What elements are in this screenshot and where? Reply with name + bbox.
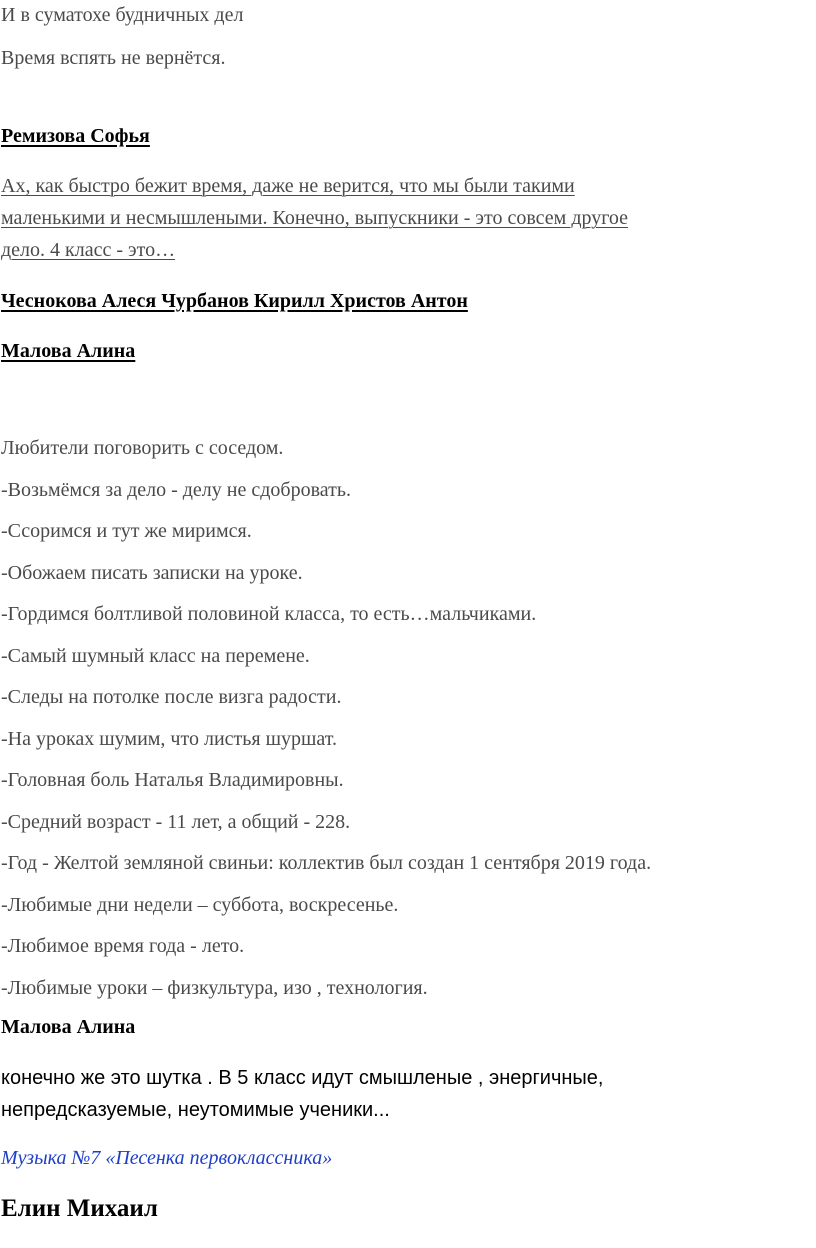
list-item: -Любимые уроки – физкультура, изо , технология.: [1, 977, 428, 999]
poem-line-1: И в суматохе будничных дел: [1, 4, 244, 26]
list-item: -Головная боль Наталья Владимировны.: [1, 769, 344, 791]
list-item: -Год - Желтой земляной свиньи: коллектив был создан 1 сентября 2019 года.: [1, 852, 652, 874]
list-item: -Самый шумный класс на перемене.: [1, 645, 310, 667]
list-item: -Любимое время года - лето.: [1, 935, 245, 957]
intro-line-2: маленькими и несмышлеными. Конечно, выпускники - это совсем другое: [1, 207, 629, 229]
list-item: -Средний возраст - 11 лет, а общий - 228.: [1, 811, 351, 833]
closing-line-1: конечно же это шутка . В 5 класс идут смышленые , энергичные,: [1, 1067, 604, 1089]
list-item: -Гордимся болтливой половиной класса, то есть…мальчиками.: [1, 603, 537, 625]
speaker-heading: Малова Алина: [1, 1016, 136, 1038]
list-item: Любители поговорить с соседом.: [1, 437, 284, 459]
poem-line-2: Время вспять не вернётся.: [1, 47, 226, 69]
speaker-heading: Елин Михаил: [1, 1195, 158, 1222]
speaker-heading: Малова Алина: [1, 340, 136, 362]
list-item: -Следы на потолке после визга радости.: [1, 686, 342, 708]
list-item: -Любимые дни недели – суббота, воскресенье.: [1, 894, 399, 916]
list-item: -Обожаем писать записки на уроке.: [1, 562, 303, 584]
intro-line-3: дело. 4 класс - это…: [1, 239, 176, 261]
speaker-heading: Ремизова Софья: [1, 125, 150, 147]
closing-line-2: непредсказуемые, неутомимые ученики...: [1, 1099, 390, 1121]
intro-line-1: Ах, как быстро бежит время, даже не верится, что мы были такими: [1, 175, 575, 197]
list-item: -Ссоримся и тут же миримся.: [1, 520, 252, 542]
list-item: -На уроках шумим, что листья шуршат.: [1, 728, 337, 750]
music-cue: Музыка №7 «Песенка первоклассника»: [1, 1147, 333, 1169]
speakers-group-heading: Чеснокова Алеся Чурбанов Кирилл Христов Антон: [1, 290, 468, 312]
list-item: -Возьмёмся за дело - делу не сдобровать.: [1, 479, 351, 501]
